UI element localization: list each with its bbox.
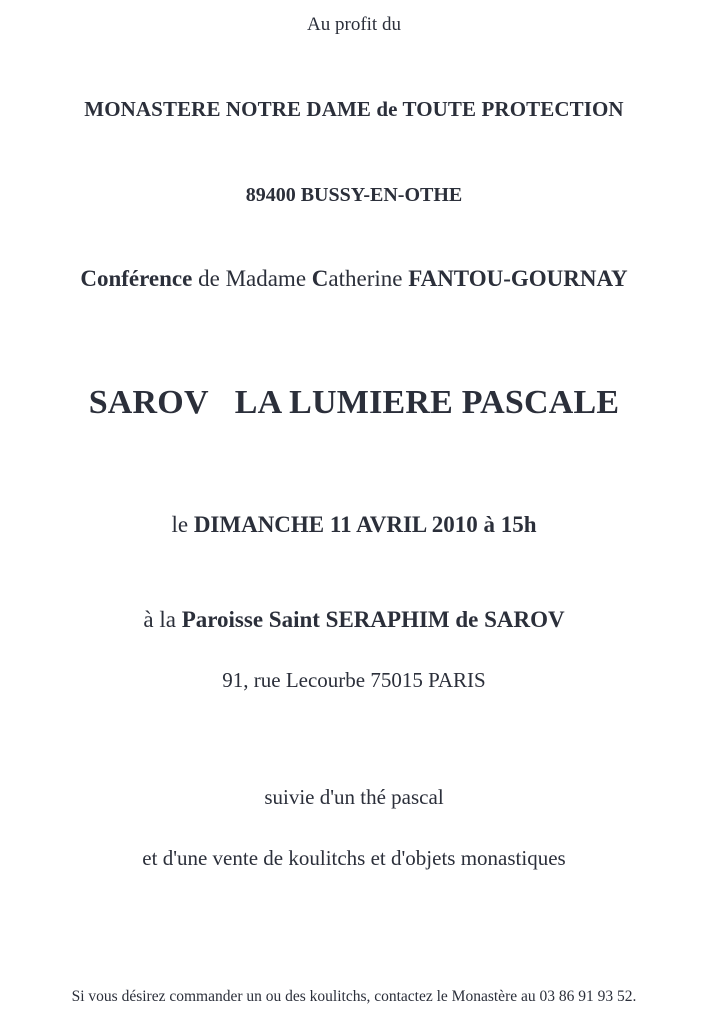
event-location [0,607,708,633]
speaker-first-rest: atherine [328,266,409,291]
speaker-first-initial: C [311,266,329,291]
date-prefix: le [171,512,194,537]
date-main: DIMANCHE 11 AVRIL 2010 à 15h [193,512,537,537]
parish-name: Paroisse Saint SERAPHIM de SAROV [181,607,565,632]
footer-contact: Si vous désirez commander un ou des koulitchs, contactez le Monastère au 03 86 91 93 52. [71,988,637,1005]
event-title [0,384,708,422]
speaker-surname: FANTOU-GOURNAY [408,266,628,291]
event-address: 91, rue Lecourbe 75015 PARIS [222,668,486,692]
intro-text: Au profit du [307,14,401,35]
monastery-town: 89400 BUSSY-EN-OTHE [245,184,463,206]
event-title-part2: LA LUMIERE PASCALE [234,384,620,421]
conference-label: Conférence [80,266,193,291]
location-prefix: à la [143,607,182,632]
conference-line [0,266,708,292]
event-date [0,512,708,538]
monastery-name: MONASTERE NOTRE DAME de TOUTE PROTECTION [84,97,624,121]
event-title-part1: SAROV [88,384,209,421]
followed-by-text: suivie d'un thé pascal [264,785,444,809]
conference-middle: de Madame [192,266,312,291]
sale-text: et d'une vente de koulitchs et d'objets monastiques [142,846,566,870]
